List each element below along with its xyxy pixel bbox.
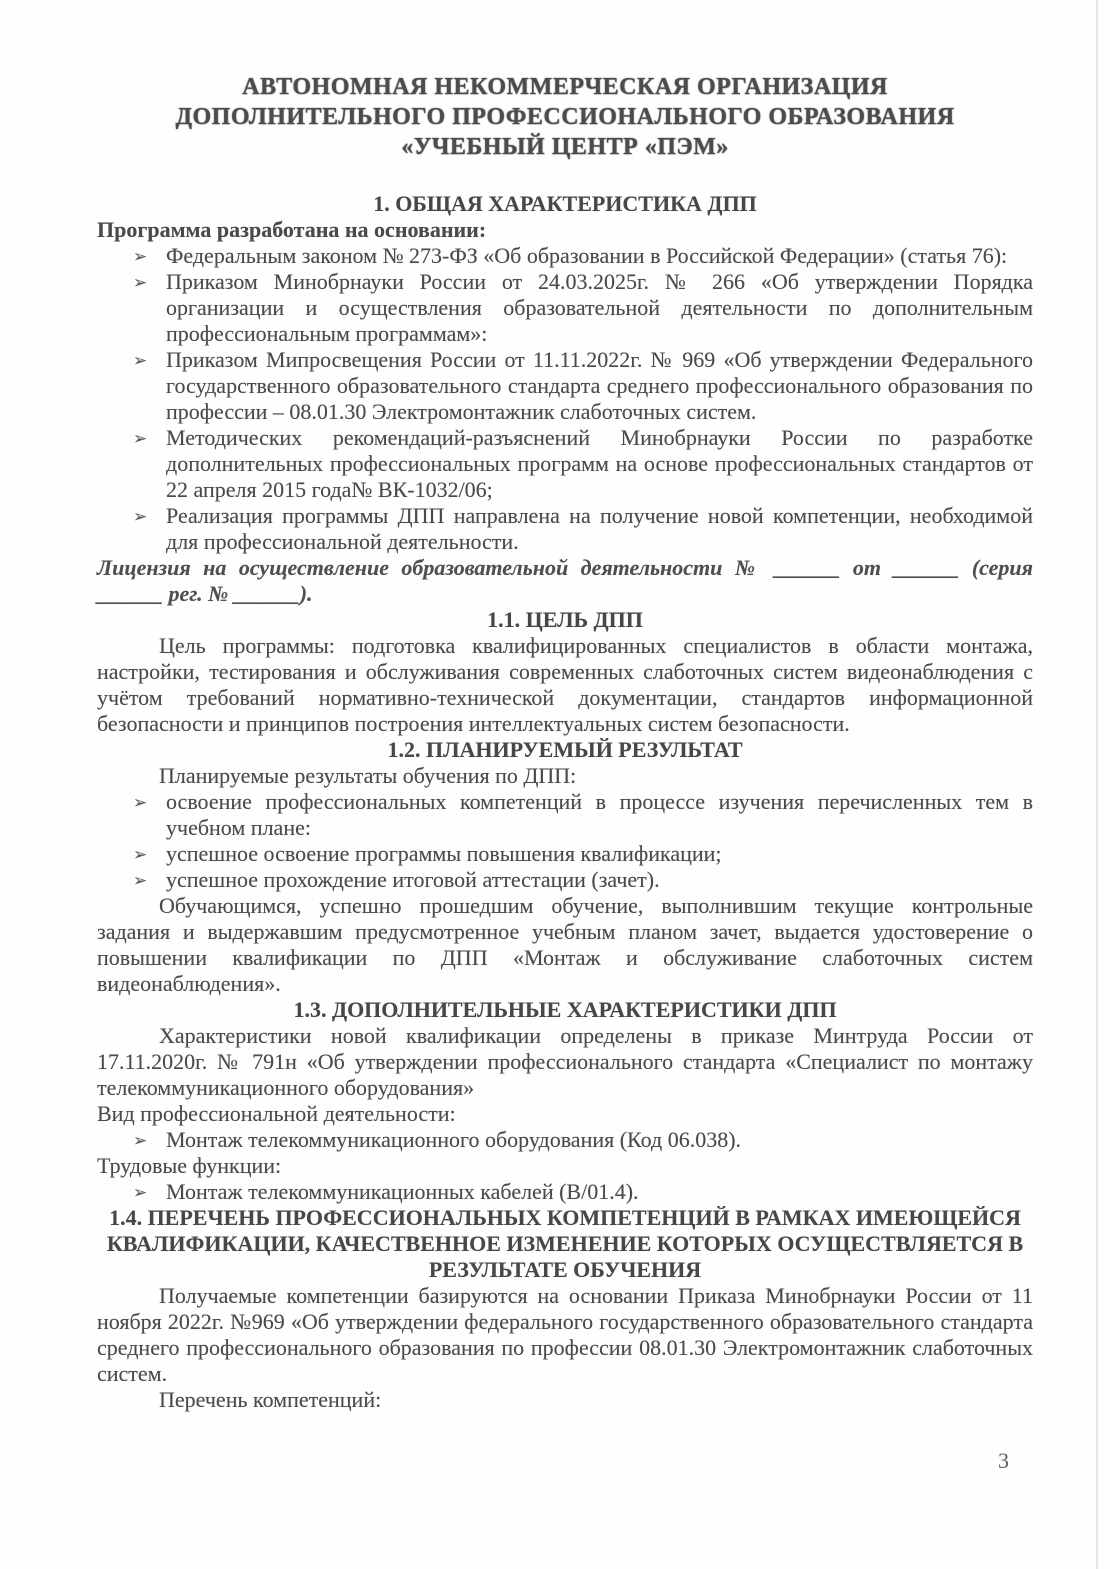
section-1-intro: Программа разработана на основании: — [97, 217, 487, 242]
letterhead — [97, 72, 1033, 162]
section-heading-1-3: 1.3. ДОПОЛНИТЕЛЬНЫЕ ХАРАКТЕРИСТИКИ ДПП — [293, 997, 837, 1022]
labor-functions-label: Трудовые функции: — [97, 1153, 282, 1178]
section-heading-1-1: 1.1. ЦЕЛЬ ДПП — [487, 607, 643, 632]
list-item: ➢ Методических рекомендаций-разъяснений Минобрнауки России по разработке дополнительных профессиональных программ на основе профессиональных стандартов от 22 апреля 2015 года№ ВК-1032/06; — [97, 425, 1033, 503]
activity-type-label: Вид профессиональной деятельности: — [97, 1101, 456, 1126]
competencies-list-label: Перечень компетенций: — [159, 1387, 382, 1412]
page-number: 3 — [998, 1448, 1009, 1473]
list-item: ➢ Приказом Мипросвещения России от 11.11.2022г. № 969 «Об утверждении Федерального государственного образовательного стандарта среднего профессионального образования по профессии – 08.01.30 Электромонтажник слаботочных систем. — [97, 347, 1033, 425]
section-heading-1: 1. ОБЩАЯ ХАРАКТЕРИСТИКА ДПП — [373, 191, 757, 216]
certificate-paragraph: Обучающимся, успешно прошедшим обучение, выполнившим текущие контрольные задания и выдержавшим предусмотренное учебным планом зачет, выдается удостоверение о повышении квалификации по ДПП «Монтаж и обслуживание слаботочных систем видеонаблюдения». — [97, 893, 1033, 996]
letterhead-line-2: ДОПОЛНИТЕЛЬНОГО ПРОФЕССИОНАЛЬНОГО ОБРАЗОВАНИЯ — [175, 104, 955, 130]
section-heading-1-4: 1.4. ПЕРЕЧЕНЬ ПРОФЕССИОНАЛЬНЫХ КОМПЕТЕНЦИЙ В РАМКАХ ИМЕЮЩЕЙСЯ КВАЛИФИКАЦИИ, КАЧЕСТВЕННОЕ ИЗМЕНЕНИЕ КОТОРЫХ ОСУЩЕСТВЛЯЕТСЯ В РЕЗУЛЬТАТЕ ОБУЧЕНИЯ — [106, 1205, 1024, 1282]
section-1-bullet-list — [97, 243, 1033, 555]
license-line: Лицензия на осуществление образовательной деятельности № ______ от ______ (серия ______ рег. № ______). — [97, 555, 1033, 606]
list-item: ➢ успешное освоение программы повышения квалификации; — [97, 841, 1033, 867]
letterhead-line-1: АВТОНОМНАЯ НЕКОММЕРЧЕСКАЯ ОРГАНИЗАЦИЯ — [242, 74, 888, 100]
list-item: ➢ освоение профессиональных компетенций в процессе изучения перечисленных тем в учебном плане: — [97, 789, 1033, 841]
list-item: ➢ Монтаж телекоммуникационных кабелей (В/01.4). — [97, 1179, 1033, 1205]
section-1-2-bullet-list — [97, 789, 1033, 893]
list-item: ➢ успешное прохождение итоговой аттестации (зачет). — [97, 867, 1033, 893]
list-item: ➢ Реализация программы ДПП направлена на получение новой компетенции, необходимой для профессиональной деятельности. — [97, 503, 1033, 555]
competencies-basis-paragraph: Получаемые компетенции базируются на основании Приказа Минобрнауки России от 11 ноября 2022г. №969 «Об утверждении федерального государственного образовательного стандарта среднего профессионального образования по профессии 08.01.30 Электромонтажник слаботочных систем. — [97, 1283, 1033, 1386]
letterhead-line-3: «УЧЕБНЫЙ ЦЕНТР «ПЭМ» — [401, 134, 729, 160]
section-heading-1-2: 1.2. ПЛАНИРУЕМЫЙ РЕЗУЛЬТАТ — [387, 737, 743, 762]
planned-results-intro: Планируемые результаты обучения по ДПП: — [159, 763, 577, 788]
list-item: ➢ Федеральным законом № 273-ФЗ «Об образовании в Российской Федерации» (статья 76): — [97, 243, 1033, 269]
document-content — [97, 72, 1033, 1413]
scan-edge-line — [1096, 0, 1098, 1569]
goal-paragraph: Цель программы: подготовка квалифицированных специалистов в области монтажа, настройки, тестирования и обслуживания современных слаботочных систем видеонаблюдения с учётом требований нормативно-технической документации, стандартов информационной безопасности и принципов построения интеллектуальных систем безопасности. — [97, 633, 1033, 736]
list-item: ➢ Приказом Минобрнауки России от 24.03.2025г. № 266 «Об утверждении Порядка организации и осуществления образовательной деятельности по дополнительным профессиональным программам»: — [97, 269, 1033, 347]
qualification-paragraph: Характеристики новой квалификации определены в приказе Минтруда России от 17.11.2020г. № 791н «Об утверждении профессионального стандарта «Специалист по монтажу телекоммуникационного оборудования» — [97, 1023, 1033, 1100]
activity-bullet-list — [97, 1127, 1033, 1153]
functions-bullet-list — [97, 1179, 1033, 1205]
list-item: ➢ Монтаж телекоммуникационного оборудования (Код 06.038). — [97, 1127, 1033, 1153]
